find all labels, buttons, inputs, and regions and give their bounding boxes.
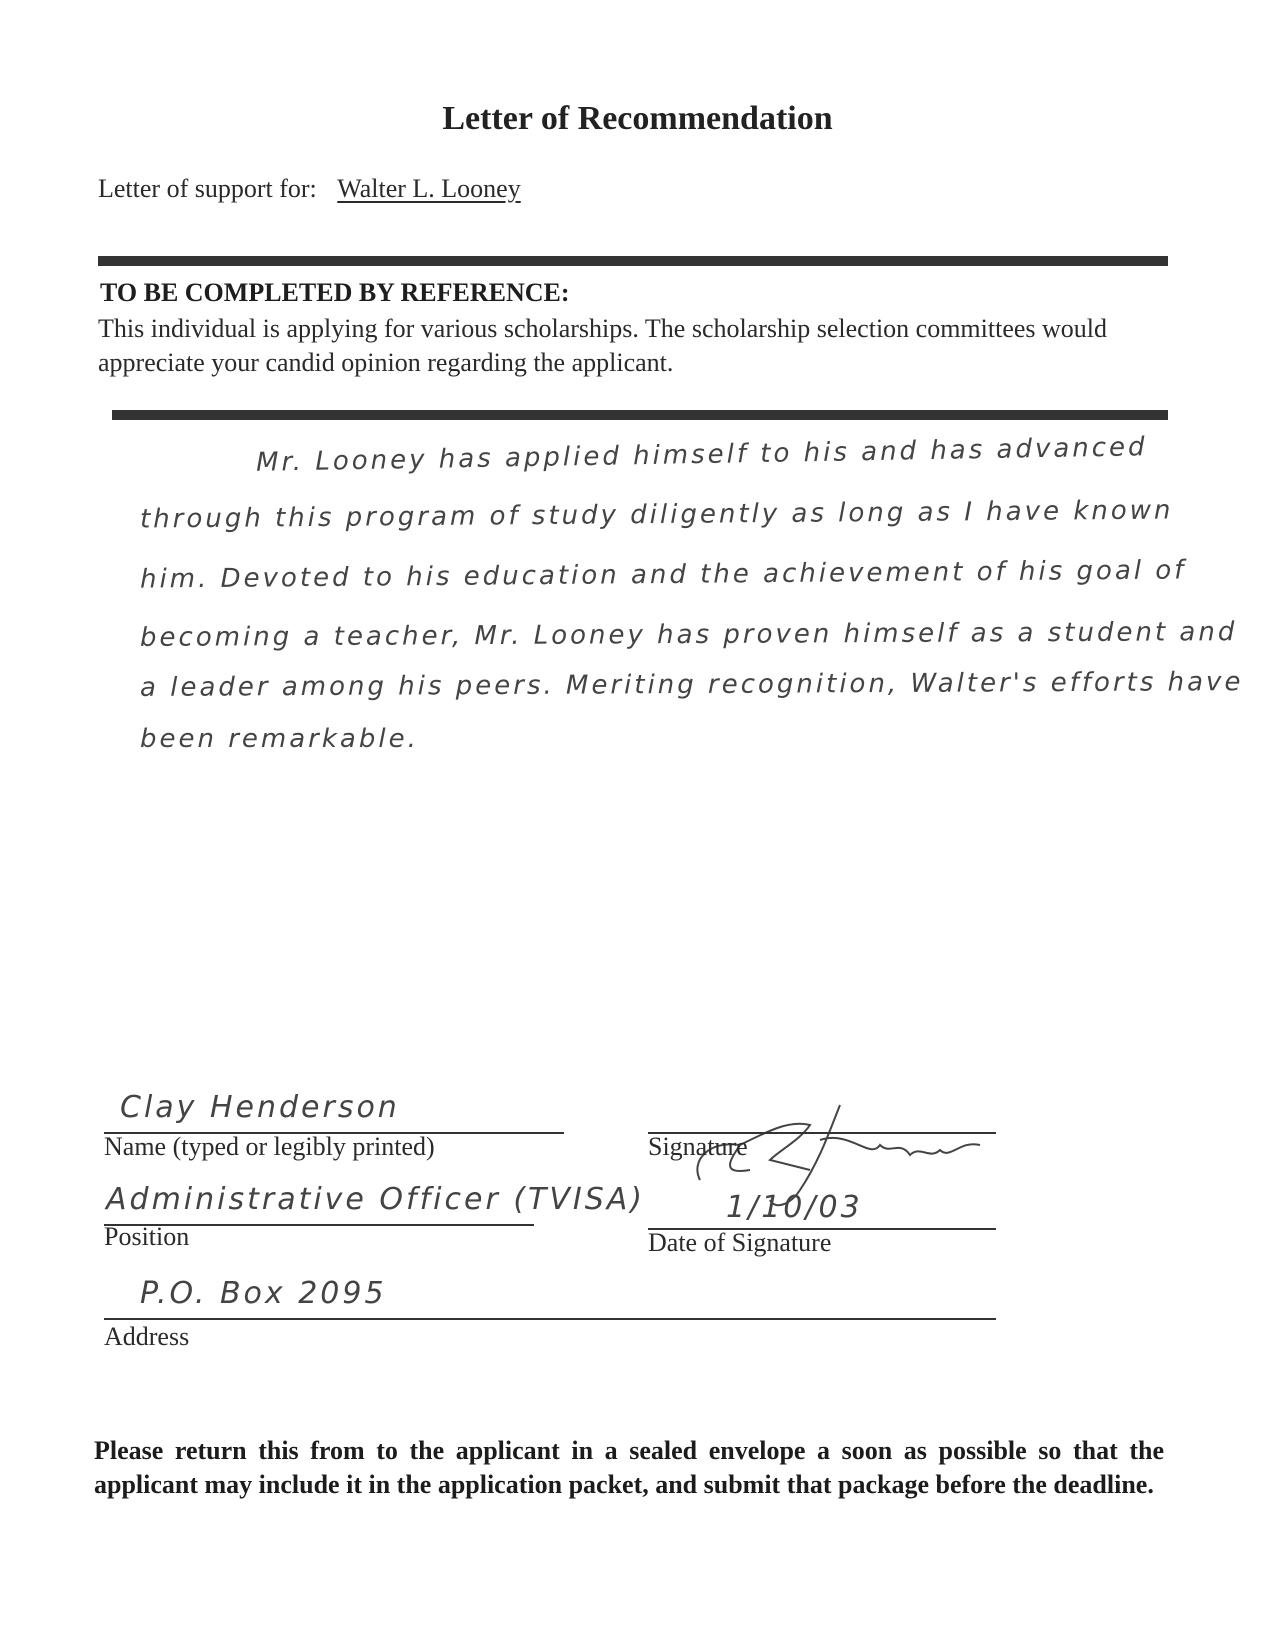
return-instructions: Please return this from to the applicant in a sealed envelope a soon as possible so that the applicant may include it in the application packet, and submit that package before the deadline. (94, 1436, 1164, 1499)
date-value: 1/10/03 (726, 1190, 863, 1225)
name-value: Clay Henderson (120, 1090, 400, 1125)
letter-line: a leader among his peers. Meriting recognition, Walter's efforts have (139, 667, 1244, 703)
address-label: Address (104, 1322, 190, 1351)
position-label: Position (104, 1222, 190, 1251)
letter-line: becoming a teacher, Mr. Looney has proven himself as a student and (139, 617, 1238, 653)
support-label: Letter of support for: (98, 174, 317, 203)
letter-line: him. Devoted to his education and the achievement of his goal of (139, 555, 1187, 595)
applicant-name: Walter L. Looney (337, 174, 521, 203)
support-line (98, 174, 521, 204)
page-title: Letter of Recommendation (442, 100, 833, 137)
divider-bar (112, 410, 1168, 420)
address-underline (104, 1318, 996, 1320)
signature-label: Signature (648, 1132, 748, 1161)
divider-bar (98, 256, 1168, 266)
date-label: Date of Signature (648, 1228, 832, 1257)
reference-instructions: This individual is applying for various scholarships. The scholarship selection committees would appreciate your candid opinion regarding the applicant. (98, 314, 1108, 377)
address-value: P.O. Box 2095 (140, 1276, 387, 1311)
position-value: Administrative Officer (TVISA) (106, 1182, 645, 1217)
letter-line: through this program of study diligently as long as I have known (139, 495, 1174, 535)
name-label: Name (typed or legibly printed) (104, 1132, 435, 1161)
letter-line: been remarkable. (140, 724, 419, 754)
letter-line: Mr. Looney has applied himself to his and has advanced (255, 432, 1148, 478)
reference-heading: TO BE COMPLETED BY REFERENCE: (100, 278, 570, 307)
